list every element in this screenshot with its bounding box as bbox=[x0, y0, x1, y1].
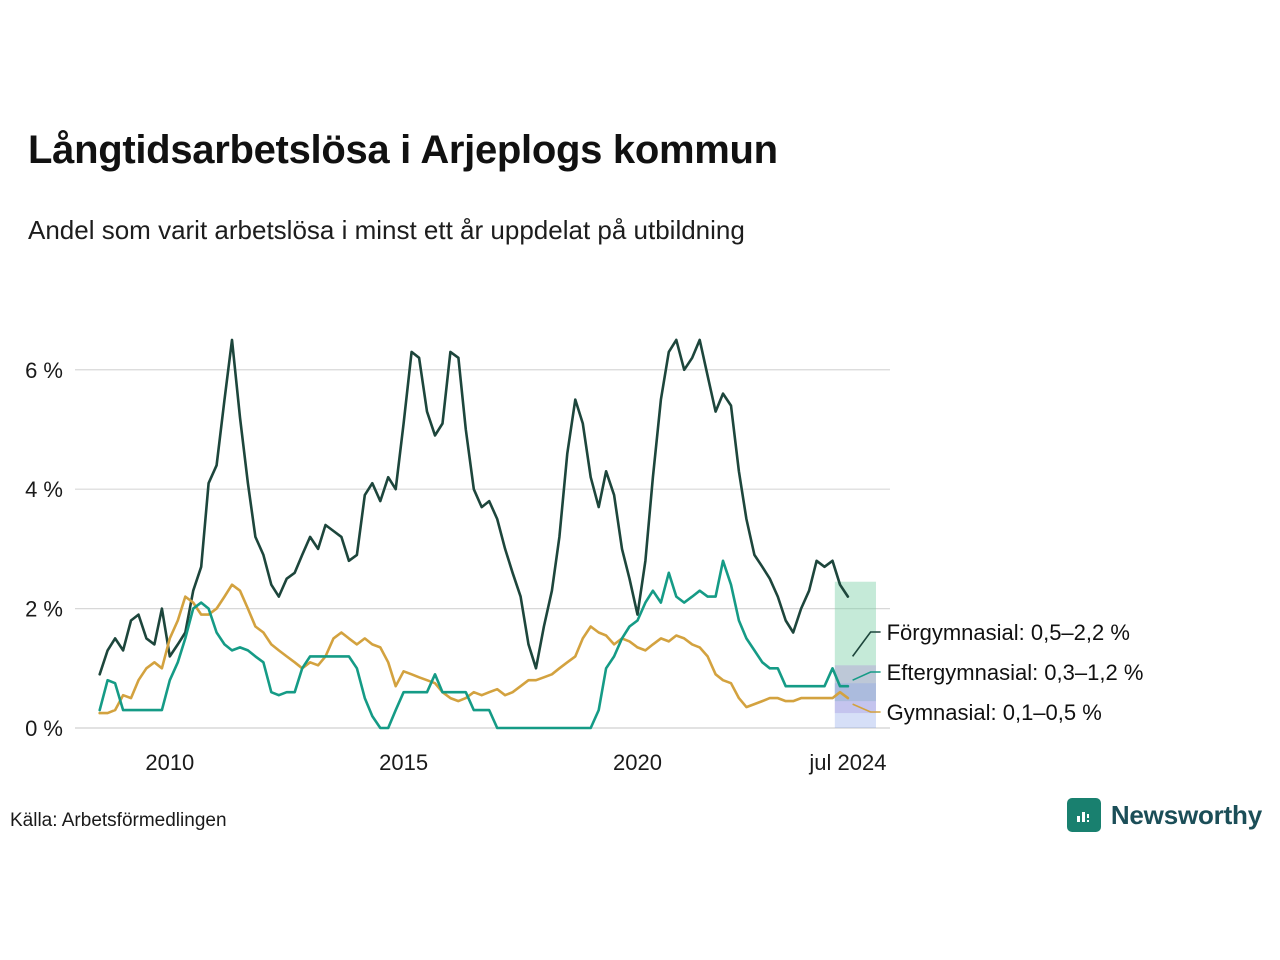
series-label-förgymnasial: Förgymnasial: 0,5–2,2 % bbox=[886, 620, 1130, 645]
y-axis-labels bbox=[25, 358, 63, 741]
chart-container bbox=[0, 280, 1280, 800]
x-axis-tick-label: jul 2024 bbox=[809, 750, 887, 775]
y-axis-tick-label: 2 % bbox=[25, 596, 63, 622]
series-label-gymnasial: Gymnasial: 0,1–0,5 % bbox=[886, 700, 1102, 725]
source-note: Källa: Arbetsförmedlingen bbox=[10, 810, 227, 831]
bar-chart-icon bbox=[1067, 798, 1101, 832]
x-axis-tick-label: 2010 bbox=[145, 750, 195, 775]
brand-logo bbox=[1067, 798, 1262, 832]
y-axis-tick-label: 6 % bbox=[25, 357, 63, 383]
series-labels bbox=[887, 620, 1144, 725]
x-axis-labels bbox=[145, 750, 886, 775]
y-axis-tick-label: 4 % bbox=[25, 477, 63, 503]
brand-name: Newsworthy bbox=[1110, 799, 1262, 830]
series-lines bbox=[100, 340, 848, 728]
gridlines bbox=[75, 370, 890, 728]
series-line-eftergymnasial bbox=[100, 561, 848, 728]
y-axis-tick-label: 0 % bbox=[25, 716, 63, 741]
page-subtitle: Andel som varit arbetslösa i minst ett år uppdelat på utbildning bbox=[28, 215, 745, 245]
x-axis-tick-label: 2020 bbox=[612, 750, 662, 775]
line-chart bbox=[0, 280, 1280, 800]
series-label-eftergymnasial: Eftergymnasial: 0,3–1,2 % bbox=[886, 660, 1144, 685]
series-line-förgymnasial bbox=[100, 340, 848, 674]
page-title: Långtidsarbetslösa i Arjeplogs kommun bbox=[28, 128, 778, 172]
x-axis-tick-label: 2015 bbox=[379, 750, 429, 775]
